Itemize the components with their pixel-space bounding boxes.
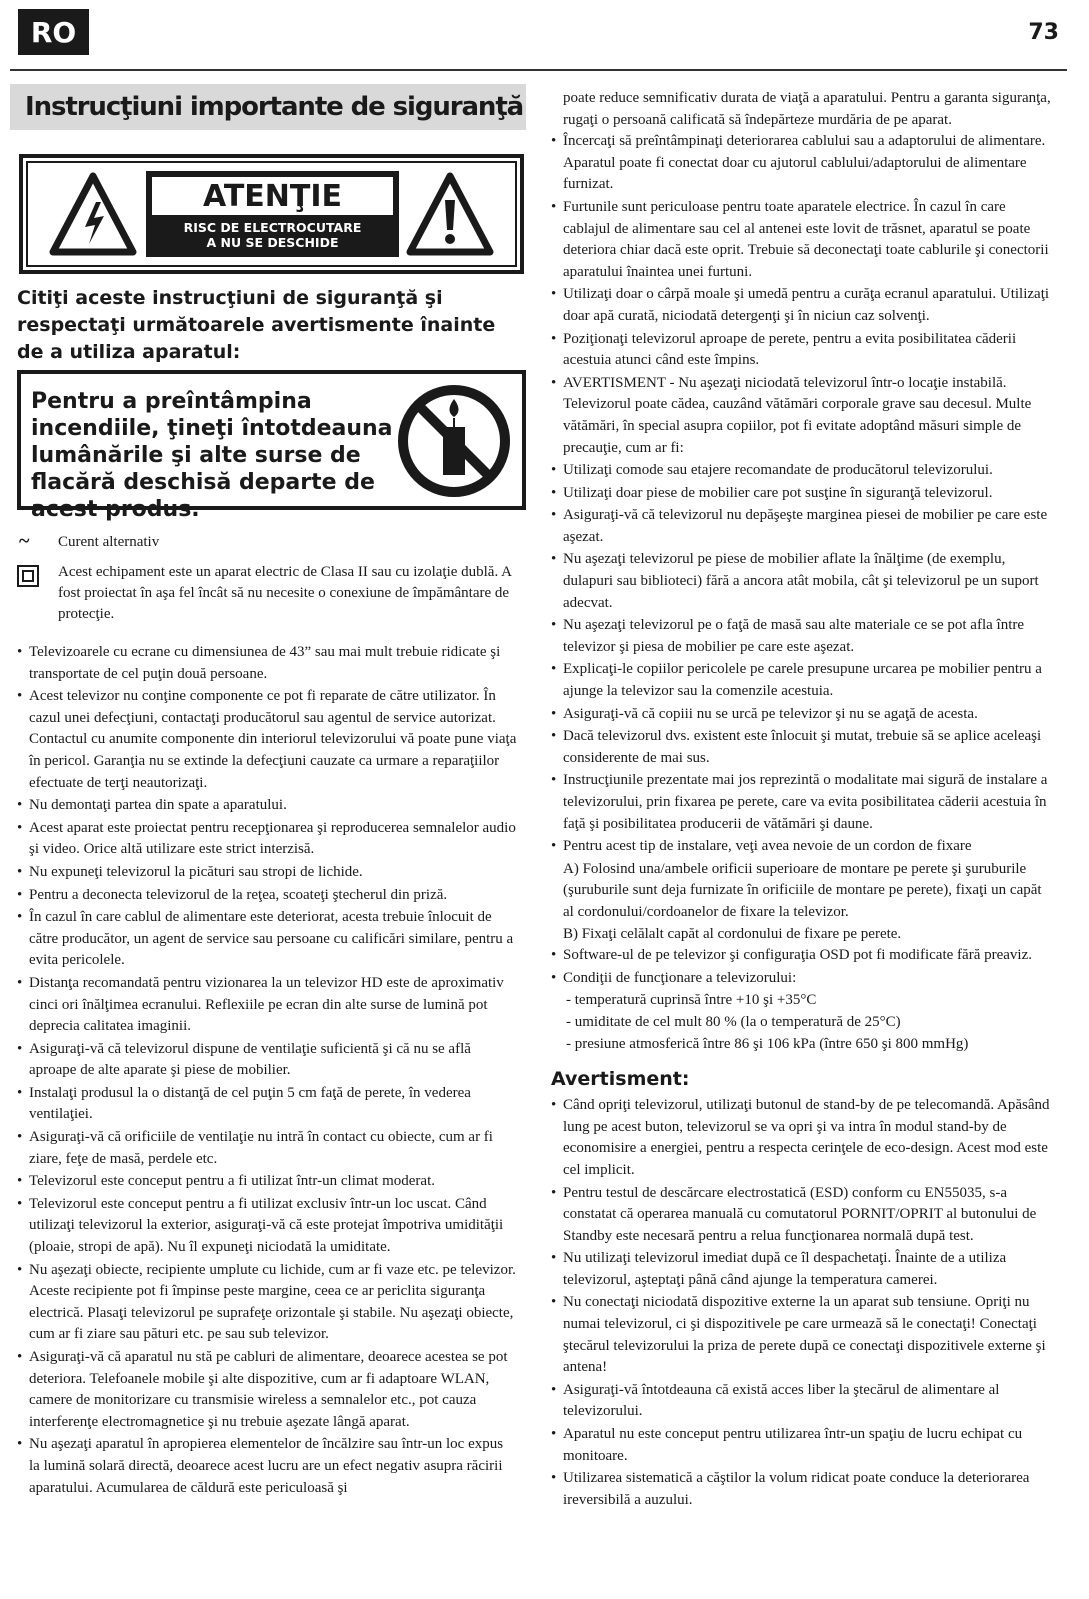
list-item: • Asiguraţi-vă întotdeauna că există acces liber la ştecărul de alimentare al televizorului.	[551, 1380, 1051, 1423]
list-item: • Asiguraţi-vă că aparatul nu stă pe cabluri de alimentare, deoarece acestea se pot deteriora. Telefoanele mobile şi alte dispozitive, cum ar fi adaptoare WLAN, camere de monitorizare cu transmisie wireless a semnalelor etc., pot cauza interferenţe electromagnetice şi nu trebuie aşezate lângă aparat.	[17, 1347, 517, 1433]
list-item: • Nu conectaţi niciodată dispozitive externe la un aparat sub tensiune. Opriţi nu numai televizorul, ci şi dispozitivele pe care urmează să le conectaţi! Conectaţi ştecărul televizorului la priza de perete după ce conectaţi dispozitivele externe şi antena!	[551, 1292, 1051, 1378]
list-item: • Nu aşezaţi televizorul pe o faţă de masă sau alte materiale ce se pot afla între televizor şi piesa de mobilier pe care este aşezat.	[551, 615, 1051, 658]
atentie-line-2: A NU SE DESCHIDE	[206, 235, 339, 250]
tilde-icon: ~	[19, 530, 30, 552]
list-item: • Asiguraţi-vă că copiii nu se urcă pe televizor şi nu se agaţă de acesta.	[551, 704, 1051, 726]
list-item: • Explicaţi-le copiilor pericolele pe carele presupune urcarea pe mobilier pentru a ajunge la televizor sau la comenzile acestuia.	[551, 659, 1051, 702]
list-item: • Încercaţi să preîntâmpinaţi deteriorarea cablului sau a adaptorului de alimentare. Aparatul poate fi conectat doar cu ajutorul cablului/adaptorului de alimentare furnizat.	[551, 131, 1051, 196]
mounting-step-a: A) Folosind una/ambele orificii superioare de montare pe perete şi şuruburile (şuruburile sunt deja furnizate în orificiile de montare pe perete), fixaţi un capăt al cordonului/cordoanelor de fixare la televizor.	[563, 860, 1042, 920]
list-item: • Instrucţiunile prezentate mai jos reprezintă o modalitate mai sigură de instalare a televizorului, prin fixarea pe perete, care va evita posibilitatea căderii acestuia în faţă şi posibilitatea producerii de vătămări şi daune.	[551, 770, 1051, 835]
operating-condition: - presiune atmosferică între 86 şi 106 kPa (între 650 şi 800 mmHg)	[566, 1035, 969, 1052]
electric-warning-label	[19, 154, 524, 274]
no-candle-icon	[396, 383, 512, 499]
list-item: • Poziţionaţi televizorul aproape de perete, pentru a evita posibilitatea căderii acestuia atunci când este împins.	[551, 329, 1051, 372]
exclamation-warning-icon	[406, 172, 494, 258]
section-title: Instrucţiuni importante de siguranţă	[10, 84, 526, 130]
list-item: • Utilizarea sistematică a căştilor la volum ridicat poate conduce la deteriorarea ireversibilă a auzului.	[551, 1468, 1051, 1511]
mounting-step-b: B) Fixaţi celălalt capăt al cordonului de fixare pe perete.	[563, 925, 902, 942]
list-item: • Asiguraţi-vă că televizorul nu depăşeşte marginea piesei de mobilier pe care este aşezat.	[551, 505, 1051, 548]
list-item: • Dacă televizorul dvs. existent este înlocuit şi mutat, trebuie să se aplice aceleaşi considerente de mai sus.	[551, 726, 1051, 769]
atentie-panel	[146, 171, 399, 257]
list-item: • În cazul în care cablul de alimentare este deteriorat, acesta trebuie înlocuit de către producător, un agent de service sau persoane cu calificări similare, pentru a evita pericolele.	[17, 907, 517, 972]
operating-condition: - temperatură cuprinsă între +10 şi +35°C	[566, 992, 817, 1009]
list-item: • Acest televizor nu conţine componente ce pot fi reparate de către utilizator. În cazul unei defecţiuni, contactaţi producătorul sau agentul de service autorizat. Contactul cu anumite componente din interiorul televizorului vă poate pune viaţa în pericol. Garanţia nu se extinde la defecţiuni cauzate ca urmare a reparaţiilor efectuate de terţi neautorizaţi.	[17, 686, 517, 794]
double-square-icon	[17, 565, 39, 587]
list-item: • Aparatul nu este conceput pentru utilizarea într-un spaţiu de lucru echipat cu monitoare.	[551, 1424, 1051, 1467]
list-item: • Nu aşezaţi aparatul în apropierea elementelor de încălzire sau într-un loc expus la lumină solară directă, deoarece acest lucru are un efect negativ asupra răcirii aparatului. Acumularea de căldură este periculoasă şi	[17, 1434, 517, 1499]
list-item: • Instalaţi produsul la o distanţă de cel puţin 5 cm faţă de perete, în vederea ventilaţiei.	[17, 1083, 517, 1126]
list-item: • Când opriţi televizorul, utilizaţi butonul de stand-by de pe telecomandă. Apăsând lung pe acest buton, televizorul se va opri şi va intra în modul stand-by de economisire a energiei, pentru a respecta cerinţele de eco-design. Acest mod este cel implicit.	[551, 1095, 1051, 1181]
atentie-line-1: RISC DE ELECTROCUTARE	[183, 220, 362, 235]
page-number: 73	[1028, 20, 1059, 45]
list-item: • Televizorul este conceput pentru a fi utilizat exclusiv într-un loc uscat. Când utilizaţi televizorul la exterior, asiguraţi-vă că este protejat împotriva umidităţii (ploaie, stropi de apă). Nu îl expuneţi niciodată la umiditate.	[17, 1194, 517, 1259]
list-item: • Furtunile sunt periculoase pentru toate aparatele electrice. În cazul în care cablajul de alimentare sau cel al antenei este lovit de trăsnet, aparatul se poate deteriora chiar dacă este oprit. Trebuie să deconectaţi toate cablurile şi conectorii aparatului înaintea unei furtuni.	[551, 197, 1051, 283]
intro-text: Citiţi aceste instrucţiuni de siguranţă şi respectaţi următoarele avertismente înainte de a utiliza aparatul:	[17, 287, 496, 363]
language-badge: RO	[18, 9, 89, 55]
ac-symbol-text: Curent alternativ	[58, 534, 160, 550]
list-item: • Utilizaţi comode sau etajere recomandate de producătorul televizorului.	[551, 460, 1051, 482]
ac-symbol-row	[17, 532, 517, 553]
list-item: • Pentru acest tip de instalare, veţi avea nevoie de un cordon de fixare	[551, 836, 1051, 858]
list-item: • Pentru testul de descărcare electrostatică (ESD) conform cu EN55035, s-a constatat că operarea manuală cu comutatorul PORNIT/OPRIT al butonului de Standby este necesară pentru a relua funcţionarea normală după test.	[551, 1183, 1051, 1248]
lightning-warning-icon	[49, 172, 137, 258]
class2-symbol-row	[17, 562, 517, 625]
list-item: • Nu utilizaţi televizorul imediat după ce îl despachetaţi. Înainte de a utiliza televizorul, aşteptaţi până când ajunge la temperatura camerei.	[551, 1248, 1051, 1291]
list-item: • Utilizaţi doar piese de mobilier care pot susţine în siguranţă televizorul.	[551, 483, 1051, 505]
right-column	[551, 88, 1051, 1512]
class2-symbol-text: Acest echipament este un aparat electric de Clasa II sau cu izolaţie dublă. A fost proiectat în aşa fel încât să nu necesite o conexiune de împământare de protecţie.	[58, 564, 512, 622]
list-item: • Condiţii de funcţionare a televizorului:	[551, 968, 1051, 990]
list-item: • Acest aparat este proiectat pentru recepţionarea şi reproducerea semnalelor audio şi video. Orice altă utilizare este strict interzisă.	[17, 818, 517, 861]
list-item: • Asiguraţi-vă că televizorul dispune de ventilaţie suficientă şi că nu se află aproape de alte aparate şi piese de mobilier.	[17, 1039, 517, 1082]
atentie-title: ATENŢIE	[152, 177, 393, 215]
list-item: • AVERTISMENT - Nu aşezaţi niciodată televizorul într-o locaţie instabilă. Televizorul poate cădea, cauzând vătămări corporale grave sau decesul. Multe vătămări, în special asupra copiilor, pot fi evitate adoptând măsuri simple de precauţie, cum ar fi:	[551, 373, 1051, 459]
operating-condition: - umiditate de cel mult 80 % (la o temperatură de 25°C)	[566, 1013, 901, 1030]
left-column	[17, 642, 517, 1500]
list-item: • Nu demontaţi partea din spate a aparatului.	[17, 795, 517, 817]
header-divider	[10, 69, 1067, 71]
list-item: • Nu aşezaţi obiecte, recipiente umplute cu lichide, cum ar fi vaze etc. pe televizor. Aceste recipiente pot fi împinse peste margine, ceea ce ar periclita siguranţa electrică. Plasaţi televizorul pe suprafeţe orizontale şi stabile. Nu aşezaţi obiecte, cum ar fi ziare sau pături etc. pe sau sub televizor.	[17, 1260, 517, 1346]
list-item: • Distanţa recomandată pentru vizionarea la un televizor HD este de aproximativ cinci ori înălţimea ecranului. Reflexiile pe ecran din alte surse de lumină pot deprecia calitatea imaginii.	[17, 973, 517, 1038]
continued-text: poate reduce semnificativ durata de viaţă a aparatului. Pentru a garanta siguranţa, rugaţi o persoană calificată să îndepărteze murdăria de pe aparat.	[563, 90, 1051, 128]
avertisment-heading: Avertisment:	[551, 1068, 690, 1091]
fire-warning-text: Pentru a preîntâmpina incendiile, ţineţi întotdeauna lumânările şi alte surse de flacără deschisă departe de acest produs.	[31, 389, 393, 522]
fire-warning-box	[17, 370, 526, 522]
list-item: • Asiguraţi-vă că orificiile de ventilaţie nu intră în contact cu obiecte, cum ar fi ziare, feţe de masă, perdele etc.	[17, 1127, 517, 1170]
list-item: • Pentru a deconecta televizorul de la reţea, scoateţi ştecherul din priză.	[17, 885, 517, 907]
list-item: • Utilizaţi doar o cârpă moale şi umedă pentru a curăţa ecranul aparatului. Utilizaţi doar apă curată, niciodată detergenţi şi în niciun caz solvenţi.	[551, 284, 1051, 327]
list-item: • Nu aşezaţi televizorul pe piese de mobilier aflate la înălţime (de exemplu, dulapuri sau biblioteci) fără a ancora atât mobila, cât şi televizorul pe un suport adecvat.	[551, 549, 1051, 614]
list-item: • Nu expuneţi televizorul la picături sau stropi de lichide.	[17, 862, 517, 884]
list-item: • Software-ul de pe televizor şi configuraţia OSD pot fi modificate fără preaviz.	[551, 945, 1051, 967]
list-item: • Televizorul este conceput pentru a fi utilizat într-un climat moderat.	[17, 1171, 517, 1193]
list-item: • Televizoarele cu ecrane cu dimensiunea de 43” sau mai mult trebuie ridicate şi transportate de cel puţin două persoane.	[17, 642, 517, 685]
